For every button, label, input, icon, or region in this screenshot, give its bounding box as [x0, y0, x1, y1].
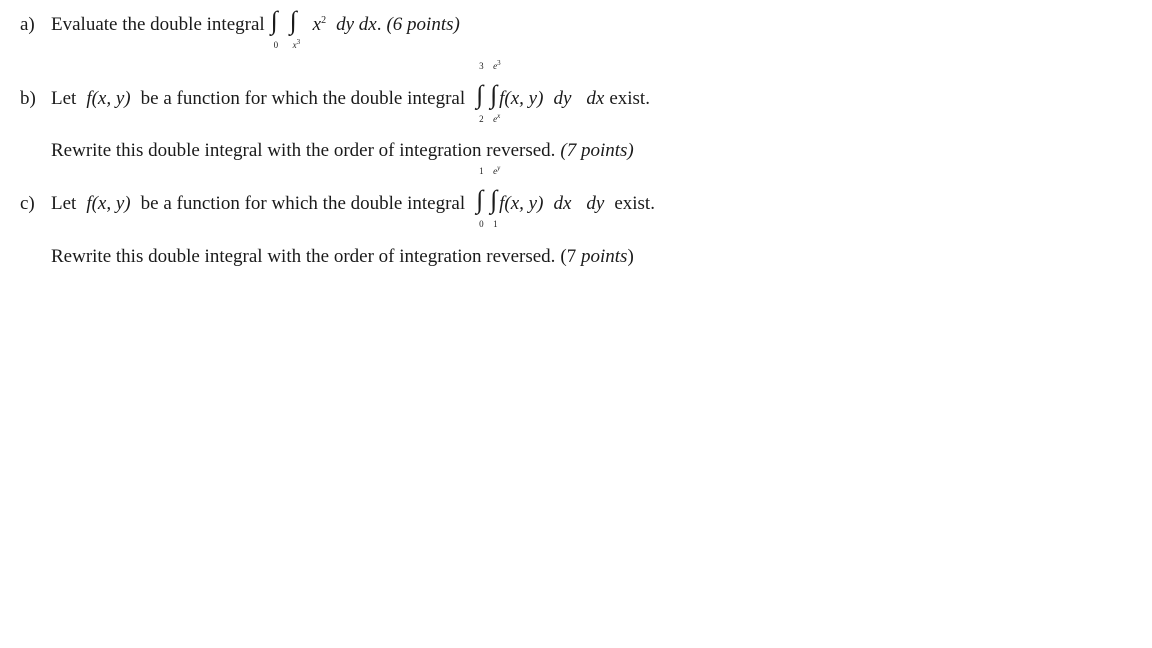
question-b-suffix: exist.: [609, 88, 650, 109]
outer-upper-bound-b: 3: [479, 61, 484, 71]
integrand-c: f(x, y): [499, 193, 544, 214]
integrand-a: $x^2$: [312, 14, 327, 35]
integral-inner-a: ∫ $x^3$: [289, 6, 301, 50]
differentials-a: dy dx: [336, 14, 377, 35]
question-b-label: b): [20, 88, 36, 109]
points-c: (7 points): [560, 246, 634, 267]
differential-b-1: dy: [553, 88, 572, 109]
question-c-suffix: exist.: [614, 193, 655, 214]
outer-upper-bound-c: 1: [479, 166, 484, 176]
question-a-label: a): [20, 14, 35, 35]
integral-inner-b: ∫ $e^3$ $e^x$: [490, 59, 501, 124]
question-b-let: Let: [51, 88, 77, 109]
inner-lower-bound-a: $x^3$: [292, 38, 301, 50]
outer-lower-bound-b: 2: [479, 114, 484, 124]
differential-b-2: dx: [586, 88, 605, 109]
question-b: [20, 59, 650, 124]
points-a: (6 points): [386, 14, 460, 35]
question-a-prefix: Evaluate the double integral: [51, 14, 265, 35]
question-c: [20, 164, 655, 229]
inner-lower-bound-b: $e^x$: [493, 112, 501, 124]
question-c-description: be a function for which the double integral: [140, 193, 466, 214]
function-c: f(x, y): [86, 193, 131, 214]
integral-outer-b: ∫ 3 2: [476, 61, 484, 124]
outer-lower-bound-c: 0: [479, 219, 484, 229]
inner-upper-bound-c: $e^y$: [493, 164, 501, 176]
question-b-description: be a function for which the double integral: [140, 88, 466, 109]
question-c-label: c): [20, 193, 35, 214]
question-b-rewrite: [51, 140, 634, 162]
rewrite-c-text: Rewrite this double integral with the order of integration reversed.: [51, 246, 556, 267]
integral-outer-c: ∫ 1 0: [476, 166, 484, 229]
points-b: (7 points): [560, 140, 634, 161]
integrand-b: f(x, y): [499, 88, 544, 109]
integral-outer-a: ∫ 0: [270, 6, 279, 50]
question-c-let: Let: [51, 193, 77, 214]
differential-c-2: dy: [586, 193, 605, 214]
inner-upper-bound-b: $e^3$: [493, 59, 501, 71]
integral-inner-c: ∫ $e^y$ 1: [490, 164, 501, 229]
question-c-rewrite: [51, 246, 634, 268]
function-b: f(x, y): [86, 88, 131, 109]
inner-lower-bound-c: 1: [493, 219, 498, 229]
period-a: .: [376, 14, 382, 35]
question-a: [20, 6, 460, 50]
rewrite-b-text: Rewrite this double integral with the order of integration reversed.: [51, 140, 556, 161]
differential-c-1: dx: [553, 193, 572, 214]
outer-lower-bound-a: 0: [273, 40, 279, 50]
